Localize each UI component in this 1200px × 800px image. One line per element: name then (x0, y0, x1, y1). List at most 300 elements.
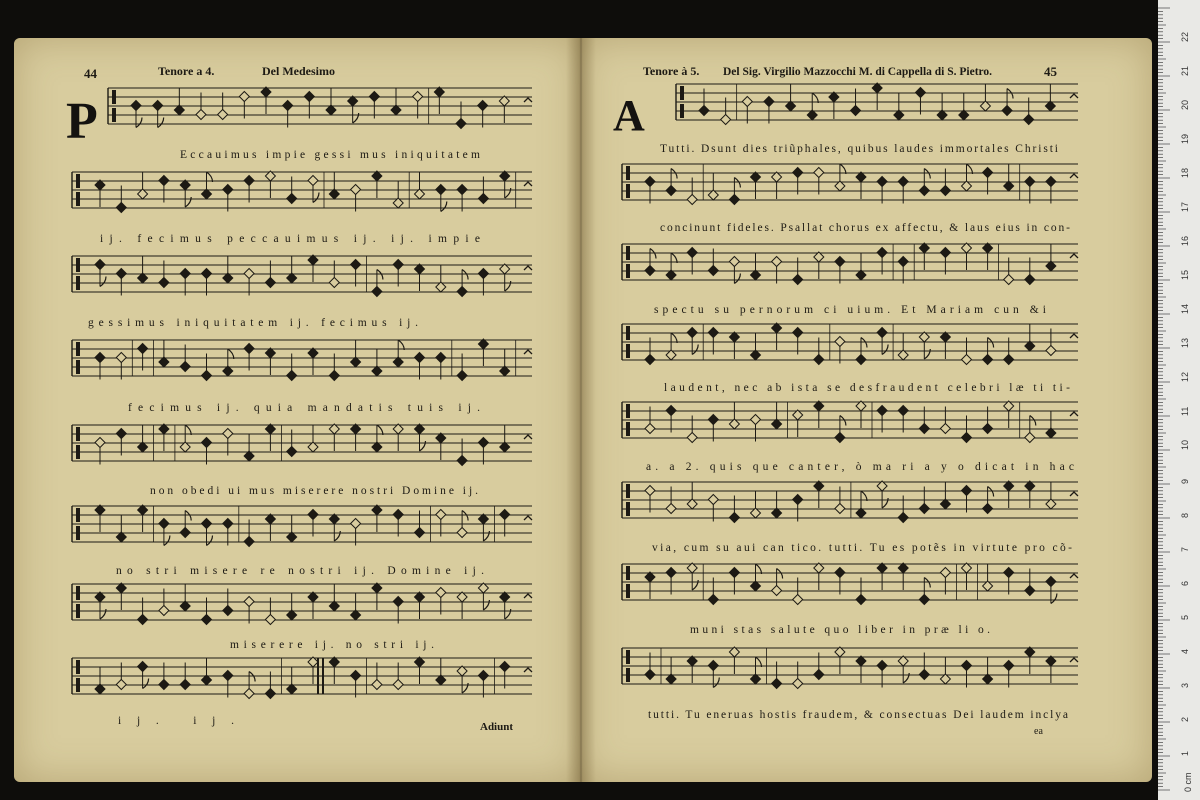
note-head (919, 424, 929, 434)
ruler-number: 12 (1180, 371, 1190, 382)
right-staff-1 (676, 83, 1078, 125)
note-head (329, 371, 339, 381)
note-head (793, 168, 803, 178)
note-head (666, 504, 676, 514)
note-head (159, 680, 169, 690)
note-head (244, 176, 254, 186)
note-head (308, 510, 318, 520)
note-head (95, 438, 105, 448)
c-clef (626, 650, 630, 664)
note-head (436, 185, 446, 195)
note-head (645, 177, 655, 187)
ruler-number: 10 (1180, 439, 1190, 450)
note-head (393, 510, 403, 520)
c-clef (76, 586, 80, 600)
note-head (729, 195, 739, 205)
note-head (898, 257, 908, 267)
left-catchword: Adiunt (480, 721, 514, 733)
note-head (1025, 177, 1035, 187)
note-head (699, 106, 709, 116)
note-head (940, 248, 950, 258)
note-head (351, 671, 361, 681)
note-head (708, 495, 718, 505)
custos (524, 668, 532, 672)
note-head (478, 101, 488, 111)
c-clef (76, 526, 80, 540)
note-head (457, 456, 467, 466)
c-clef (76, 508, 80, 522)
note-head (708, 661, 718, 671)
note-head (116, 680, 126, 690)
note-head (308, 176, 318, 186)
note-head (793, 328, 803, 338)
c-clef (626, 264, 630, 278)
note-head (983, 168, 993, 178)
left-lyric-line-8: ij. ij. (118, 715, 234, 727)
note-flag (1051, 594, 1057, 604)
note-head (983, 424, 993, 434)
note-head (915, 88, 925, 98)
ruler-number: 2 (1180, 716, 1190, 722)
right-voice-label: Tenore à 5. (643, 64, 700, 78)
note-head (287, 447, 297, 457)
note-head (940, 568, 950, 578)
right-initial-letter: A (613, 91, 645, 140)
left-initial-letter: P (66, 93, 98, 150)
c-clef (76, 445, 80, 459)
note-head (500, 662, 510, 672)
note-head (223, 606, 233, 616)
ruler-number: 4 (1180, 648, 1190, 654)
ruler-number: 15 (1180, 269, 1190, 280)
note-head (772, 257, 782, 267)
note-head (116, 269, 126, 279)
note-head (877, 661, 887, 671)
c-clef (112, 90, 116, 104)
c-clef (626, 566, 630, 580)
ruler-number: 19 (1180, 133, 1190, 144)
left-staff-4 (72, 339, 532, 381)
note-head (116, 429, 126, 439)
right-lyric-line-3: spectu su pernorum ci uium. Et Mariam cun &i (654, 304, 1046, 316)
note-head (793, 275, 803, 285)
note-head (116, 353, 126, 363)
custos (1070, 412, 1078, 416)
note-head (898, 406, 908, 416)
note-head (1004, 355, 1014, 365)
c-clef (680, 104, 684, 118)
note-head (351, 185, 361, 195)
note-head (244, 537, 254, 547)
custos (1070, 254, 1078, 258)
ruler-number: 18 (1180, 167, 1190, 178)
note-head (196, 110, 206, 120)
note-head (138, 615, 148, 625)
ruler-number: 3 (1180, 682, 1190, 688)
right-staff-2 (622, 164, 1078, 205)
measuring-ruler (1158, 0, 1200, 800)
right-lyric-line-5: a. a 2. quis que canter, ò ma ri a y o dicat in hac (646, 461, 1075, 473)
right-lyric-line-8: tutti. Tu eneruas hostis fraudem, & consectuas Dei laudem inclya (648, 709, 1068, 721)
note-head (415, 353, 425, 363)
note-head (239, 92, 249, 102)
note-head (95, 260, 105, 270)
custos (1070, 334, 1078, 338)
left-lyric-line-2: ij. fecimus peccauimus ij. ij. impie (100, 233, 480, 245)
note-head (265, 278, 275, 288)
note-head (962, 486, 972, 496)
note-flag (441, 202, 447, 212)
ruler-number: 21 (1180, 65, 1190, 76)
note-head (223, 519, 233, 529)
note-head (372, 680, 382, 690)
note-head (983, 504, 993, 514)
right-lyric-line-4: laudent, nec ab ista se desfraudent celebri læ ti ti- (664, 382, 1070, 394)
note-head (835, 433, 845, 443)
note-head (202, 269, 212, 279)
c-clef (626, 422, 630, 436)
note-head (287, 194, 297, 204)
left-page-number: 44 (84, 66, 97, 81)
c-clef (76, 276, 80, 290)
note-head (645, 355, 655, 365)
note-head (287, 371, 297, 381)
note-flag (158, 118, 164, 128)
note-head (772, 679, 782, 689)
note-head (415, 528, 425, 538)
note-head (877, 406, 887, 416)
ruler-number: 14 (1180, 303, 1190, 314)
left-staff-6 (72, 505, 532, 547)
note-head (95, 353, 105, 363)
note-head (983, 355, 993, 365)
note-head (814, 355, 824, 365)
note-head (1025, 433, 1035, 443)
note-head (919, 595, 929, 605)
custos (524, 182, 532, 186)
left-composer: Del Medesimo (262, 64, 335, 78)
right-lyric-line-1: Tutti. Dsunt dies triũphales, quibus laudes immortales Christi (660, 143, 1058, 155)
left-staff-7 (72, 583, 532, 625)
note-flag (100, 277, 106, 287)
note-head (244, 269, 254, 279)
note-head (413, 92, 423, 102)
c-clef (626, 246, 630, 260)
c-clef (626, 184, 630, 198)
c-clef (112, 108, 116, 122)
note-head (244, 689, 254, 699)
note-head (159, 278, 169, 288)
c-clef (76, 604, 80, 618)
note-head (478, 671, 488, 681)
note-head (877, 177, 887, 187)
note-head (244, 344, 254, 354)
note-head (436, 353, 446, 363)
note-head (218, 110, 228, 120)
custos (1070, 174, 1078, 178)
right-staff-8 (622, 647, 1078, 689)
note-flag (313, 193, 319, 203)
note-head (265, 615, 275, 625)
ruler-number: 16 (1180, 235, 1190, 246)
right-composer: Del Sig. Virgilio Mazzocchi M. di Cappella di S. Pietro. (723, 66, 993, 78)
left-staff-2 (72, 171, 532, 213)
note-head (708, 415, 718, 425)
note-head (478, 269, 488, 279)
note-head (687, 328, 697, 338)
note-head (244, 597, 254, 607)
note-head (500, 510, 510, 520)
ruler-number: 20 (1180, 99, 1190, 110)
left-staff-5 (72, 424, 532, 466)
ruler-number: 8 (1180, 512, 1190, 518)
note-head (962, 355, 972, 365)
note-head (180, 528, 190, 538)
note-head (851, 106, 861, 116)
note-head (393, 680, 403, 690)
right-lyric-line-6: via, cum su aui can tico. tutti. Tu es potẽs in virtute pro cõ- (652, 542, 1072, 554)
c-clef (680, 86, 684, 100)
ruler-unit-label: 0 cm (1183, 772, 1193, 792)
c-clef (626, 484, 630, 498)
note-head (729, 513, 739, 523)
note-head (919, 670, 929, 680)
c-clef (626, 326, 630, 340)
note-head (708, 266, 718, 276)
note-head (729, 257, 739, 267)
custos (524, 266, 532, 270)
note-head (708, 328, 718, 338)
note-head (159, 606, 169, 616)
left-staff-1 (108, 87, 532, 129)
left-lyric-line-3: gessimus iniquitatem ij. fecimus ij. (88, 317, 418, 329)
note-head (478, 194, 488, 204)
ruler-number: 5 (1180, 614, 1190, 620)
custos (1070, 574, 1078, 578)
note-head (962, 661, 972, 671)
note-head (283, 101, 293, 111)
note-head (1002, 106, 1012, 116)
note-head (645, 486, 655, 496)
c-clef (626, 404, 630, 418)
c-clef (76, 360, 80, 374)
note-head (223, 671, 233, 681)
note-head (835, 257, 845, 267)
ruler-number: 17 (1180, 201, 1190, 212)
note-head (153, 101, 163, 111)
note-head (687, 195, 697, 205)
right-staff-4 (622, 323, 1078, 365)
note-head (645, 670, 655, 680)
note-head (131, 101, 141, 111)
note-head (478, 438, 488, 448)
c-clef (76, 678, 80, 692)
note-head (742, 97, 752, 107)
note-head (457, 371, 467, 381)
note-head (666, 406, 676, 416)
note-head (1004, 275, 1014, 285)
note-head (687, 433, 697, 443)
right-lyric-line-2: concinunt fideles. Psallat chorus ex affectu, & laus eius in con- (660, 222, 1070, 234)
note-head (393, 260, 403, 270)
right-lyric-line-7: muni stas salute quo liber in præ li o. (690, 624, 990, 636)
note-head (962, 433, 972, 443)
c-clef (626, 166, 630, 180)
note-head (1046, 346, 1056, 356)
note-head (265, 689, 275, 699)
note-head (457, 287, 467, 297)
note-head (202, 371, 212, 381)
note-head (1025, 586, 1035, 596)
ruler-number: 6 (1180, 580, 1190, 586)
right-staff-6 (622, 481, 1078, 523)
note-head (138, 662, 148, 672)
note-head (351, 519, 361, 529)
note-head (764, 97, 774, 107)
ruler-number: 9 (1180, 478, 1190, 484)
right-staff-5 (622, 401, 1078, 443)
note-head (1046, 577, 1056, 587)
note-head (436, 510, 446, 520)
c-clef (76, 660, 80, 674)
note-flag (136, 118, 142, 128)
note-head (1046, 177, 1056, 187)
note-head (666, 568, 676, 578)
right-staff-3 (622, 243, 1078, 285)
note-head (180, 680, 190, 690)
note-head (877, 248, 887, 258)
note-head (202, 615, 212, 625)
right-catchword: ea (1034, 726, 1043, 737)
c-clef (626, 502, 630, 516)
ruler-number: 7 (1180, 546, 1190, 552)
note-head (772, 586, 782, 596)
note-head (1024, 115, 1034, 125)
note-head (457, 185, 467, 195)
note-head (369, 92, 379, 102)
custos (1070, 658, 1078, 662)
note-head (835, 337, 845, 347)
right-page-number: 45 (1044, 64, 1057, 79)
custos (1070, 94, 1078, 98)
note-head (1025, 275, 1035, 285)
note-head (180, 362, 190, 372)
note-head (116, 203, 126, 213)
custos (524, 350, 532, 354)
note-head (457, 528, 467, 538)
note-head (835, 504, 845, 514)
note-head (814, 168, 824, 178)
ruler-number: 22 (1180, 31, 1190, 42)
note-head (793, 595, 803, 605)
note-head (304, 92, 314, 102)
note-flag (713, 678, 719, 688)
note-head (159, 176, 169, 186)
note-head (751, 415, 761, 425)
left-lyric-line-4: fecimus ij. quia mandatis tuis ij. (128, 402, 481, 414)
note-head (159, 519, 169, 529)
c-clef (76, 342, 80, 356)
note-head (814, 670, 824, 680)
note-head (729, 568, 739, 578)
note-flag (207, 536, 213, 546)
ruler-number: 11 (1180, 406, 1190, 416)
left-voice-label: Tenore a 4. (158, 64, 215, 78)
custos (1070, 492, 1078, 496)
note-head (202, 438, 212, 448)
note-head (138, 344, 148, 354)
note-head (856, 355, 866, 365)
note-head (645, 424, 655, 434)
note-head (856, 595, 866, 605)
note-head (351, 260, 361, 270)
note-head (898, 513, 908, 523)
custos (524, 435, 532, 439)
note-head (180, 269, 190, 279)
right-staff-7 (622, 563, 1078, 605)
note-head (202, 519, 212, 529)
note-flag (692, 345, 698, 355)
note-head (1004, 568, 1014, 578)
ruler-number: 13 (1180, 337, 1190, 348)
c-clef (76, 427, 80, 441)
note-head (919, 186, 929, 196)
note-head (877, 328, 887, 338)
note-flag (882, 345, 888, 355)
note-head (919, 504, 929, 514)
custos (524, 516, 532, 520)
note-head (687, 248, 697, 258)
note-head (898, 177, 908, 187)
left-staff-3 (72, 255, 532, 297)
left-lyric-line-7: miserere ij. no stri ij. (230, 639, 434, 651)
note-flag (164, 536, 170, 546)
c-clef (76, 174, 80, 188)
ruler-number: 1 (1180, 750, 1190, 756)
c-clef (76, 258, 80, 272)
note-head (436, 588, 446, 598)
left-lyric-line-6: no stri misere re nostri ij. Domine ij. (116, 565, 484, 577)
note-head (1004, 661, 1014, 671)
note-head (223, 429, 233, 439)
left-lyrics (88, 149, 513, 733)
c-clef (626, 344, 630, 358)
c-clef (626, 584, 630, 598)
custos (524, 98, 532, 102)
left-lyric-line-5: non obedi ui mus miserere nostri Domine ij. (150, 485, 478, 497)
note-head (940, 186, 950, 196)
note-head (793, 495, 803, 505)
note-head (372, 287, 382, 297)
note-head (456, 119, 466, 129)
c-clef (626, 668, 630, 682)
note-head (708, 595, 718, 605)
custos (524, 594, 532, 598)
note-flag (143, 679, 149, 689)
note-head (329, 278, 339, 288)
c-clef (76, 192, 80, 206)
note-head (721, 115, 731, 125)
left-staff-8 (72, 657, 532, 699)
note-head (793, 679, 803, 689)
note-head (835, 568, 845, 578)
left-lyric-line-1: Eccauimus impie gessi mus iniquitatem (180, 149, 480, 161)
note-flag (734, 274, 740, 284)
note-head (393, 597, 403, 607)
note-head (223, 185, 233, 195)
note-head (940, 424, 950, 434)
note-head (645, 266, 655, 276)
